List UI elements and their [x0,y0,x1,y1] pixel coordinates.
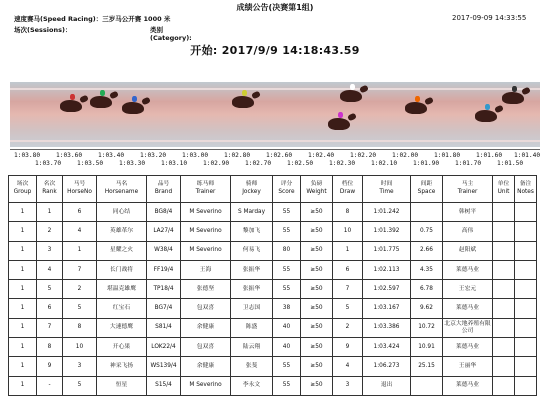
table-cell [493,318,515,337]
tick-label: 1:03.10 [161,160,188,167]
table-cell: 9.62 [411,299,443,318]
table-cell: 55 [273,203,301,222]
column-header-en: Notes [517,189,534,195]
table-cell: 1:03.167 [363,299,411,318]
table-cell: 1:06.273 [363,357,411,376]
column-header [181,176,231,203]
table-cell: 长门战将 [97,260,147,279]
table-cell: W38/4 [147,241,181,260]
column-header-en: Space [417,189,436,195]
table-cell [493,376,515,395]
table-cell: 40 [273,338,301,357]
results-table [8,175,537,396]
table-cell: 神采飞扬 [97,357,147,376]
table-cell: 55 [273,222,301,241]
table-cell: 王宏元 [443,280,493,299]
table-row [9,222,537,241]
horse-figure [340,90,362,102]
category-label: 类别(Category): [150,26,192,42]
tick-label: 1:01.80 [434,152,461,159]
table-cell: 莱德马业 [443,376,493,395]
table-cell: 1:02.597 [363,280,411,299]
table-cell: ≥50 [301,260,333,279]
column-header-cn: 备注 [519,181,532,188]
column-header [411,176,443,203]
table-cell: 张斐 [231,357,273,376]
column-header-cn: 间距 [420,181,433,188]
table-cell: 5 [63,299,97,318]
table-cell: BG7/4 [147,299,181,318]
table-cell: 1 [9,318,37,337]
table-cell: 包双喜 [181,299,231,318]
table-cell: 6 [333,260,363,279]
tick-label: 1:03.30 [119,160,146,167]
table-cell: BG8/4 [147,203,181,222]
table-cell: M Severino [181,376,231,395]
horse-figure [122,102,144,114]
table-cell: 1 [9,376,37,395]
table-cell: 4 [37,260,63,279]
table-cell: ≥50 [301,376,333,395]
table-cell: 1:01.392 [363,222,411,241]
table-row [9,241,537,260]
tick-label: 1:02.60 [266,152,293,159]
table-cell: WS139/4 [147,357,181,376]
table-cell: 王海 [181,260,231,279]
table-cell: 1 [9,357,37,376]
tick-label: 1:02.40 [308,152,335,159]
column-header-cn: 名次 [43,181,56,188]
column-header [363,176,411,203]
table-cell: 莱德马业 [443,338,493,357]
table-cell: 1:03.386 [363,318,411,337]
table-cell: 38 [273,299,301,318]
table-cell: 张振华 [231,280,273,299]
table-cell: 开心果 [97,338,147,357]
table-cell [515,260,537,279]
report-datetime: 2017-09-09 14:33:55 [452,14,527,22]
track-rail [10,88,540,90]
table-cell: 55 [273,376,301,395]
table-cell: ≥50 [301,241,333,260]
table-cell: 8 [37,338,63,357]
table-cell: 3 [37,241,63,260]
table-row [9,357,537,376]
table-cell: 英雄革尔 [97,222,147,241]
table-cell: 李永文 [231,376,273,395]
tick-label: 1:02.30 [329,160,356,167]
tick-label: 1:01.50 [497,160,524,167]
table-cell: 2.66 [411,241,443,260]
table-cell [493,222,515,241]
column-header-cn: 场次 [16,181,29,188]
tick-label: 1:02.10 [371,160,398,167]
table-cell: 6.78 [411,280,443,299]
table-cell: 红宝石 [97,299,147,318]
column-header [301,176,333,203]
table-cell: ≥50 [301,299,333,318]
table-cell: M Severino [181,241,231,260]
scale-line [10,149,540,150]
table-cell: 8 [333,203,363,222]
table-cell: S Marday [231,203,273,222]
tick-label: 1:03.70 [35,160,62,167]
horse-figure [328,118,350,130]
column-header-cn: 马名 [115,181,128,188]
column-header [147,176,181,203]
tick-label: 1:01.70 [455,160,482,167]
table-cell [493,357,515,376]
table-cell: M Severino [181,203,231,222]
column-header-en: Rank [42,189,57,195]
table-cell: 6 [37,299,63,318]
column-header-cn: 练马师 [196,181,215,188]
horse-figure [502,92,524,104]
column-header [273,176,301,203]
table-cell: 4.35 [411,260,443,279]
jockey-figure [242,90,247,96]
table-cell: 1:03.424 [363,338,411,357]
table-cell: 4 [63,222,97,241]
table-cell: 10 [63,338,97,357]
table-cell: 8 [63,318,97,337]
table-cell [515,203,537,222]
table-row [9,376,537,395]
table-cell: 5 [37,280,63,299]
horse-figure [475,110,497,122]
column-header-en: Group [13,189,32,195]
table-cell: 1 [9,203,37,222]
table-cell [515,222,537,241]
table-cell [515,280,537,299]
column-header [9,176,37,203]
jockey-figure [100,90,105,96]
table-cell: 1 [9,338,37,357]
table-cell: 星耀之火 [97,241,147,260]
tick-label: 1:02.50 [287,160,314,167]
tick-label: 1:02.00 [392,152,419,159]
table-cell: 6 [63,203,97,222]
tick-label: 1:03.00 [182,152,209,159]
jockey-figure [132,96,137,102]
table-cell: 张振华 [231,260,273,279]
table-row [9,299,537,318]
column-header [443,176,493,203]
column-header-en: Jockey [242,189,261,195]
tick-label: 1:02.80 [224,152,251,159]
table-cell: 莱德马业 [443,260,493,279]
column-header-cn: 骑师 [245,181,258,188]
table-row [9,318,537,337]
session-label: 场次(Sessions)： [14,26,72,34]
column-header-en: Weight [306,189,327,195]
table-cell: 余健康 [181,318,231,337]
jockey-figure [415,96,420,102]
table-cell: S15/4 [147,376,181,395]
table-cell: 赵阳斌 [443,241,493,260]
column-header-cn: 马主 [461,181,474,188]
table-cell: 80 [273,241,301,260]
column-header-cn: 马号 [73,181,86,188]
table-cell: 2 [333,318,363,337]
jockey-figure [485,104,490,110]
table-cell: M Severino [181,222,231,241]
table-row [9,338,537,357]
column-header [63,176,97,203]
horse-figure [60,100,82,112]
table-cell [493,260,515,279]
table-cell: 5 [333,299,363,318]
table-cell: 黎加飞 [231,222,273,241]
race-value: 三岁马公开赛 1000 米 [102,15,171,23]
table-cell: 5 [63,376,97,395]
table-cell [493,338,515,357]
column-header-en: Score [278,189,295,195]
table-cell [411,203,443,222]
table-cell: 7 [37,318,63,337]
table-cell: 10.72 [411,318,443,337]
table-cell: 55 [273,260,301,279]
table-cell: ≥50 [301,338,333,357]
table-cell: 陈盛 [231,318,273,337]
table-cell: 卫志国 [231,299,273,318]
table-cell [493,203,515,222]
column-header-cn: 单位 [497,181,510,188]
table-cell [493,241,515,260]
column-header [97,176,147,203]
table-cell: ≥50 [301,203,333,222]
table-cell: 1:01.242 [363,203,411,222]
table-cell: 包双喜 [181,338,231,357]
tick-label: 1:02.20 [350,152,377,159]
table-cell: 3 [63,357,97,376]
table-cell: LOK22/4 [147,338,181,357]
table-cell: 10 [333,222,363,241]
table-cell: 1 [9,241,37,260]
table-cell: 同心结 [97,203,147,222]
column-header-en: Brand [154,189,173,195]
tick-label: 1:03.60 [56,152,83,159]
table-body [9,203,537,396]
table-cell: S81/4 [147,318,181,337]
table-cell: 2 [63,280,97,299]
column-header-en: Horsename [104,189,139,195]
table-cell: ≥50 [301,280,333,299]
table-cell [515,318,537,337]
race-info [14,14,170,23]
column-header-cn: 档位 [341,181,354,188]
table-cell: 1 [9,299,37,318]
jockey-figure [70,94,75,100]
tick-label: 1:02.90 [203,160,230,167]
table-cell: - [37,376,63,395]
column-header-cn: 品号 [157,181,170,188]
table-cell: 3 [333,376,363,395]
column-header [493,176,515,203]
table-cell: LA27/4 [147,222,181,241]
table-cell: 9 [333,338,363,357]
column-header [515,176,537,203]
tick-label: 1:01.40 [514,152,541,159]
table-cell [515,338,537,357]
table-cell: 55 [273,357,301,376]
table-row [9,280,537,299]
tick-label: 1:03.40 [98,152,125,159]
table-cell: 韩树平 [443,203,493,222]
column-header-cn: 负磅 [310,181,323,188]
photo-finish-image [10,82,540,147]
jockey-figure [350,84,355,90]
table-cell: 1 [63,241,97,260]
column-header-en: HorseNo [67,189,92,195]
tick-label: 1:01.90 [413,160,440,167]
race-label: 速度赛马(Speed Racing)： [14,15,103,23]
column-header-en: Trainer [457,189,478,195]
table-cell: 高伟 [443,222,493,241]
table-cell: 恒星 [97,376,147,395]
table-cell: 1:02.113 [363,260,411,279]
horse-figure [232,96,254,108]
table-cell: 1:01.775 [363,241,411,260]
tick-label: 1:03.20 [140,152,167,159]
table-cell: 1 [37,203,63,222]
table-cell [493,299,515,318]
jockey-figure [512,86,517,92]
column-header [37,176,63,203]
table-cell [515,357,537,376]
page-title: 成绩公告(决赛第1组) [236,3,314,12]
column-header-en: Unit [497,189,510,195]
table-cell: 余健康 [181,357,231,376]
horse-figure [90,96,112,108]
table-cell: 25.15 [411,357,443,376]
column-header-en: Time [379,189,394,195]
table-cell: ≥50 [301,318,333,337]
table-cell: 9 [37,357,63,376]
table-cell: 退出 [363,376,411,395]
column-header [231,176,273,203]
column-header-cn: 评分 [280,181,293,188]
table-cell: 4 [333,357,363,376]
table-cell: 2 [37,222,63,241]
table-cell: 40 [273,318,301,337]
table-cell: 何易飞 [231,241,273,260]
table-cell: 1 [9,260,37,279]
table-cell: 北京大地养殖有限公司 [443,318,493,337]
table-cell: 7 [333,280,363,299]
tick-label: 1:03.50 [77,160,104,167]
table-cell: 莱德马业 [443,299,493,318]
table-cell: 1 [333,241,363,260]
tick-label: 1:01.60 [476,152,503,159]
track-rail [10,140,540,142]
start-time: 开始: 2017/9/9 14:18:43.59 [190,44,360,57]
table-cell: FF19/4 [147,260,181,279]
table-cell: 55 [273,280,301,299]
table-cell: 10.91 [411,338,443,357]
table-cell [515,241,537,260]
table-cell: 大速德鹰 [97,318,147,337]
table-cell: 1 [9,222,37,241]
jockey-figure [338,112,343,118]
table-cell: TP18/4 [147,280,181,299]
table-cell: ≥50 [301,357,333,376]
table-cell: 王丽华 [443,357,493,376]
column-header-en: Draw [339,189,356,195]
table-cell: ≥50 [301,222,333,241]
table-cell: 陆云翔 [231,338,273,357]
table-cell: 0.75 [411,222,443,241]
photo-time-scale [10,149,540,171]
table-row [9,260,537,279]
table-cell [493,280,515,299]
table-cell: 7 [63,260,97,279]
table-header-row [9,176,537,203]
session-info [14,25,192,42]
table-row [9,203,537,222]
horse-figure [405,102,427,114]
table-cell [515,376,537,395]
column-header-en: Trainer [195,189,216,195]
tick-label: 1:03.80 [14,152,41,159]
table-cell: 堪温克雄鹰 [97,280,147,299]
table-cell: 张德坚 [181,280,231,299]
table-cell [515,299,537,318]
column-header-cn: 时间 [380,181,393,188]
tick-label: 1:02.70 [245,160,272,167]
column-header [333,176,363,203]
table-cell: 1 [9,280,37,299]
table-cell [411,376,443,395]
